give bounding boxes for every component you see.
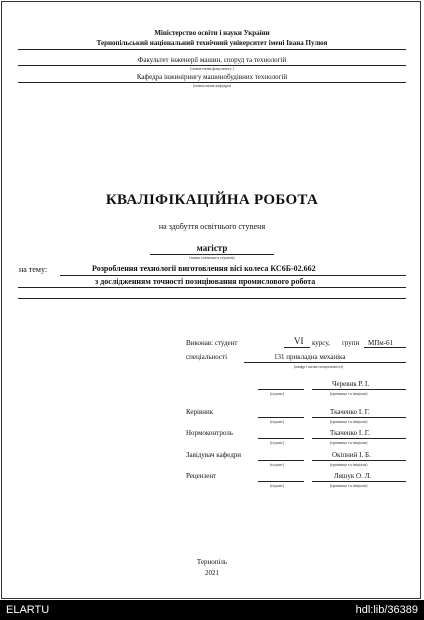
topic-rule-2	[18, 287, 406, 288]
head-name-caption: (прізвище та ініціали)	[330, 462, 368, 467]
topic-line-1: Розроблення технології виготовлення вісі колеса КС6Б-02.662	[92, 264, 316, 273]
document-title: КВАЛІФІКАЦІЙНА РОБОТА	[105, 192, 319, 208]
city: Тернопіль	[196, 558, 228, 566]
normcontrol-signature-rule	[258, 438, 304, 439]
specialty-caption: (шифр і назва спеціальності)	[294, 364, 344, 369]
topic-line-2: з дослідженням точності позиціювання промислового робота	[95, 277, 316, 286]
degree-caption: (назва освітнього ступеня)	[189, 255, 235, 260]
head-of-department-name: Окіпний І. Б.	[332, 451, 371, 459]
reviewer-role: Рецензент	[186, 472, 217, 480]
reviewer-signature-caption: (підпис)	[270, 483, 285, 488]
normcontrol-name: Ткаченко І. Г.	[330, 429, 370, 437]
reviewer-signature-rule	[258, 481, 304, 482]
student-name: Черевик Р. І.	[332, 380, 370, 388]
supervisor-role: Керівник	[186, 408, 214, 416]
specialty-label: спеціальності	[186, 353, 228, 361]
group-label: групи	[342, 339, 360, 347]
normcontrol-name-caption: (прізвище та ініціали)	[330, 440, 368, 445]
course-value: VI	[294, 336, 304, 346]
specialty-rule	[244, 362, 406, 363]
group-value: МПм-61	[368, 339, 394, 347]
normcontrol-name-rule	[312, 438, 406, 439]
reviewer-name: Ляшук О. Л.	[334, 472, 372, 480]
header-rule	[18, 49, 406, 50]
supervisor-name-rule	[312, 417, 406, 418]
repository-name: ELARTU	[6, 604, 50, 616]
department-name: Кафедра інжинірингу машинобудівних технологій	[136, 73, 288, 81]
handle-id: hdl:lib/36389	[355, 604, 418, 616]
normcontrol-signature-caption: (підпис)	[270, 440, 285, 445]
normcontrol-role: Нормоконтроль	[186, 429, 233, 437]
head-name-rule	[312, 460, 406, 461]
student-signature-rule	[258, 389, 304, 390]
topic-label: на тему:	[19, 265, 48, 274]
specialty-value: 131 прикладна механіка	[274, 353, 346, 361]
document-subtitle: на здобуття освітнього ступеня	[158, 222, 266, 231]
department-caption: (повна назва кафедри)	[193, 83, 231, 88]
degree-value: магістр	[196, 243, 228, 253]
group-rule	[364, 347, 406, 348]
student-name-rule	[312, 389, 406, 390]
topic-rule-1	[60, 275, 406, 276]
ministry-name: Міністерство освіти і науки України	[154, 29, 270, 37]
head-signature-caption: (підпис)	[270, 462, 285, 467]
year: 2021	[205, 569, 219, 577]
supervisor-name-caption: (прізвище та ініціали)	[330, 419, 368, 424]
page-border	[1, 1, 421, 599]
head-of-department-role: Завідувач кафедри	[186, 451, 241, 459]
supervisor-signature-rule	[258, 417, 304, 418]
student-signature-caption: (підпис)	[270, 391, 285, 396]
done-by-label: Виконав: студент	[186, 339, 238, 347]
head-signature-rule	[258, 460, 304, 461]
course-label: курсу,	[312, 339, 330, 347]
supervisor-signature-caption: (підпис)	[270, 419, 285, 424]
student-name-caption: (прізвище та ініціали)	[330, 391, 368, 396]
repository-watermark-bar	[0, 600, 424, 620]
course-rule	[284, 347, 310, 348]
faculty-name: Факультет інженерії машин, споруд та технологій	[137, 56, 287, 64]
topic-rule-3	[18, 298, 406, 299]
supervisor-name: Ткаченко І. Г.	[330, 408, 370, 416]
faculty-caption: (повна назва факультету )	[190, 66, 234, 71]
university-name: Тернопільський національний технічний університет імені Івана Пулюя	[96, 39, 328, 47]
reviewer-name-caption: (прізвище та ініціали)	[330, 483, 368, 488]
reviewer-name-rule	[312, 481, 406, 482]
